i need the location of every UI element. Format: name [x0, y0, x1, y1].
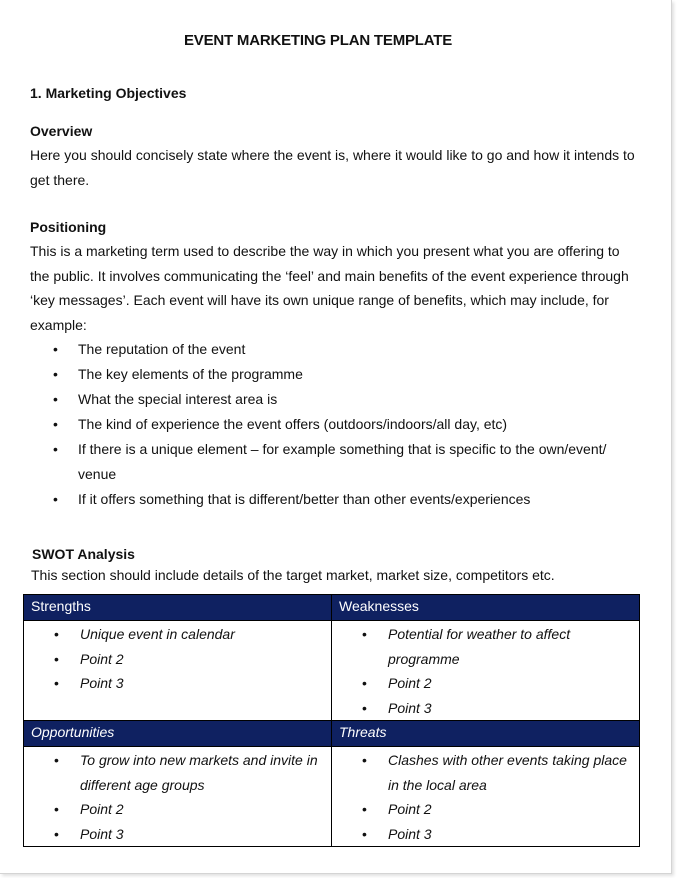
list-item: • Unique event in calendar: [24, 622, 331, 647]
list-item: • Point 2: [24, 647, 331, 672]
threats-list: [332, 747, 639, 846]
opportunities-header: Opportunities: [24, 721, 332, 747]
list-item: • What the special interest area is: [30, 387, 630, 412]
swot-heading: SWOT Analysis: [32, 546, 135, 562]
document-title: EVENT MARKETING PLAN TEMPLATE: [183, 32, 453, 49]
weaknesses-header: Weaknesses: [332, 595, 640, 621]
overview-heading: Overview: [30, 123, 93, 139]
positioning-bullet-list: [30, 337, 630, 512]
strengths-cell: [24, 621, 332, 721]
positioning-heading: Positioning: [30, 219, 107, 235]
strengths-list: [24, 621, 331, 696]
list-item: • Point 2: [332, 671, 639, 696]
list-item: • To grow into new markets and invite in different age groups: [24, 748, 331, 797]
weaknesses-cell: [332, 621, 640, 721]
positioning-text: This is a marketing term used to describe the way in which you present what you are offering to the public. It involves communicating the ‘feel’ and main benefits of the event experience through ‘key messages’. Each event will have its own unique range of benefits, which may include, for example:: [30, 243, 629, 333]
list-item: • If there is a unique element – for example something that is specific to the own/event/ venue: [30, 437, 630, 486]
list-item: • Point 2: [332, 797, 639, 822]
threats-cell: [332, 747, 640, 847]
list-item: • Point 3: [332, 822, 639, 847]
list-item: • Point 2: [24, 797, 331, 822]
strengths-header: Strengths: [24, 595, 332, 621]
list-item: • The reputation of the event: [30, 337, 630, 362]
list-item: • Point 3: [332, 696, 639, 721]
list-item: • Clashes with other events taking place in the local area: [332, 748, 639, 797]
opportunities-list: [24, 747, 331, 846]
threats-header: Threats: [332, 721, 640, 747]
overview-text: Here you should concisely state where the event is, where it would like to go and how it intends to get there.: [30, 147, 635, 188]
swot-intro-text: This section should include details of the target market, market size, competitors etc.: [31, 567, 555, 583]
weaknesses-list: [332, 621, 639, 720]
list-item: • The kind of experience the event offers (outdoors/indoors/all day, etc): [30, 412, 630, 437]
list-item: • The key elements of the programme: [30, 362, 630, 387]
list-item: • If it offers something that is different/better than other events/experiences: [30, 487, 630, 512]
list-item: • Point 3: [24, 822, 331, 847]
section-heading-marketing-objectives: 1. Marketing Objectives: [30, 85, 187, 101]
swot-table: [23, 594, 640, 847]
opportunities-cell: [24, 747, 332, 847]
list-item: • Point 3: [24, 671, 331, 696]
list-item: • Potential for weather to affect programme: [332, 622, 639, 671]
